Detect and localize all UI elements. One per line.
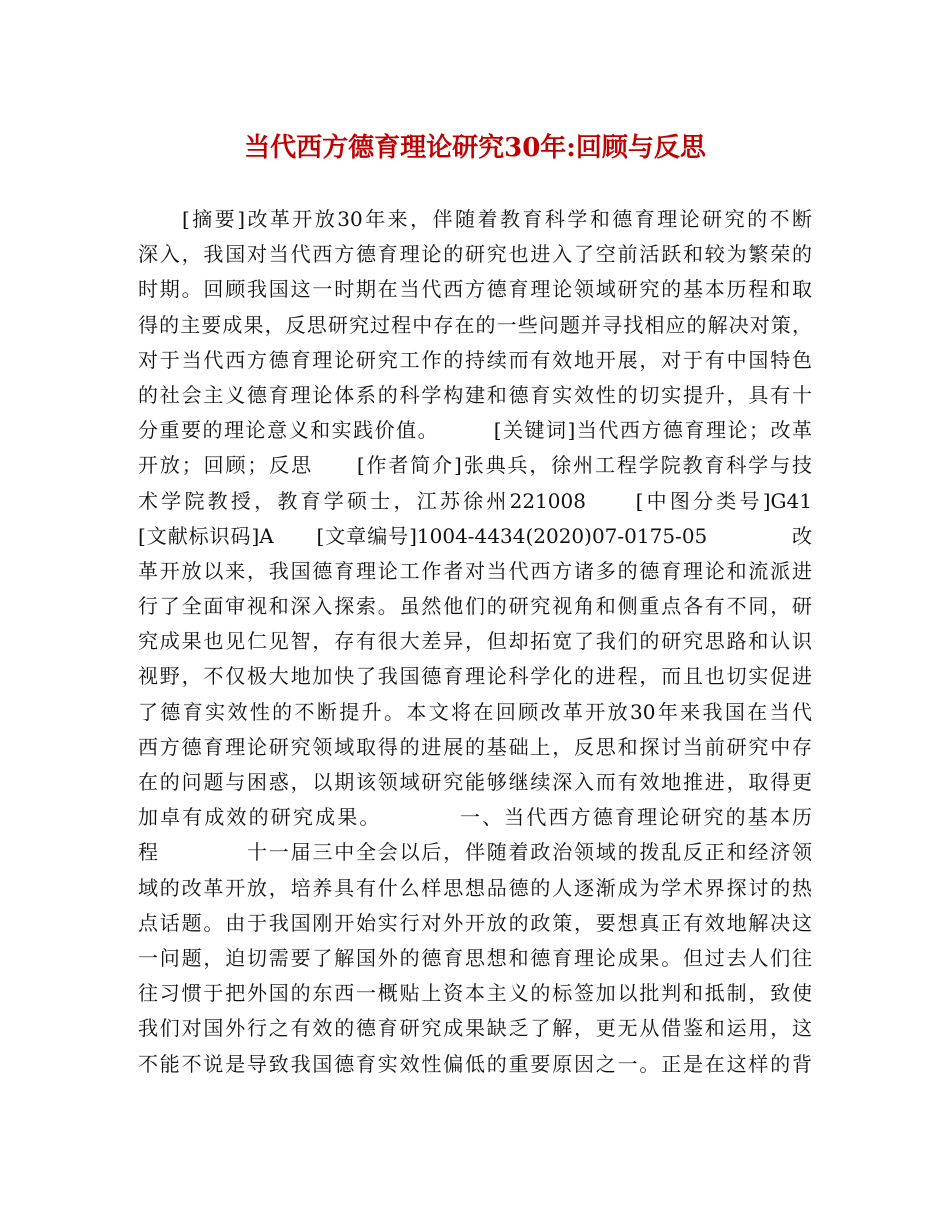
text-line: 术学院教授，教育学硕士，江苏徐州221008 [中图分类号]G41 [138,488,812,513]
text-line: 行了全面审视和深入探索。虽然他们的研究视角和侧重点各有不同，研 [138,594,812,619]
text-line: 不能不说是导致我国德育实效性偏低的重要原因之一。正是在这样的背 [138,1051,812,1076]
text-line: 究成果也见仁见智，存有很大差异，但却拓宽了我们的研究思路和认识 [138,629,812,654]
text-line: 开放；回顾；反思 [作者简介]张典兵，徐州工程学院教育科学与技 [138,453,812,478]
text-line: 时期。回顾我国这一时期在当代西方德育理论领域研究的基本历程和取 [138,277,812,302]
text-line: 程 十一届三中全会以后，伴随着政治领域的拨乱反正和经济领 [138,840,812,865]
text-line: 点话题。由于我国刚开始实行对外开放的政策，要想真正有效地解决这 [138,910,812,935]
text-line: 往习惯于把外国的东西一概贴上资本主义的标签加以批判和抵制，致使 [138,981,812,1006]
text-line: 西方德育理论研究领域取得的进展的基础上，反思和探讨当前研究中存 [138,734,812,759]
text-line: 分重要的理论意义和实践价值。 [关键词]当代西方德育理论；改革 [138,418,812,443]
text-line: 加卓有成效的研究成果。 一、当代西方德育理论研究的基本历 [138,805,812,830]
text-line: 一问题，迫切需要了解国外的德育思想和德育理论成果。但过去人们往 [138,945,812,970]
document-title: 当代西方德育理论研究30年:回顾与反思 [244,133,706,163]
text-line: 域的改革开放，培养具有什么样思想品德的人逐渐成为学术界探讨的热 [138,875,812,900]
text-line: 我们对国外行之有效的德育研究成果缺乏了解，更无从借鉴和运用，这 [138,1016,812,1041]
text-line: 革开放以来，我国德育理论工作者对当代西方诸多的德育理论和流派进 [138,558,812,583]
text-line: 视野，不仅极大地加快了我国德育理论科学化的进程，而且也切实促进 [138,664,812,689]
text-line: [文献标识码]A [文章编号]1004-4434(2020)07-0175-05 改 [138,523,812,548]
text-line: 在的问题与困惑，以期该领域研究能够继续深入而有效地推进，取得更 [138,770,812,794]
document-body [138,202,812,1082]
text-line: 对于当代西方德育理论研究工作的持续而有效地开展，对于有中国特色 [138,347,812,372]
text-line: 得的主要成果，反思研究过程中存在的一些问题并寻找相应的解决对策， [138,312,812,337]
text-line: 深入，我国对当代西方德育理论的研究也进入了空前活跃和较为繁荣的 [138,242,812,267]
text-line: 的社会主义德育理论体系的科学构建和德育实效性的切实提升，具有十 [138,382,812,407]
text-line: 了德育实效性的不断提升。本文将在回顾改革开放30年来我国在当代 [138,699,812,724]
text-line: [摘要]改革开放30年来，伴随着教育科学和德育理论研究的不断 [182,207,812,231]
